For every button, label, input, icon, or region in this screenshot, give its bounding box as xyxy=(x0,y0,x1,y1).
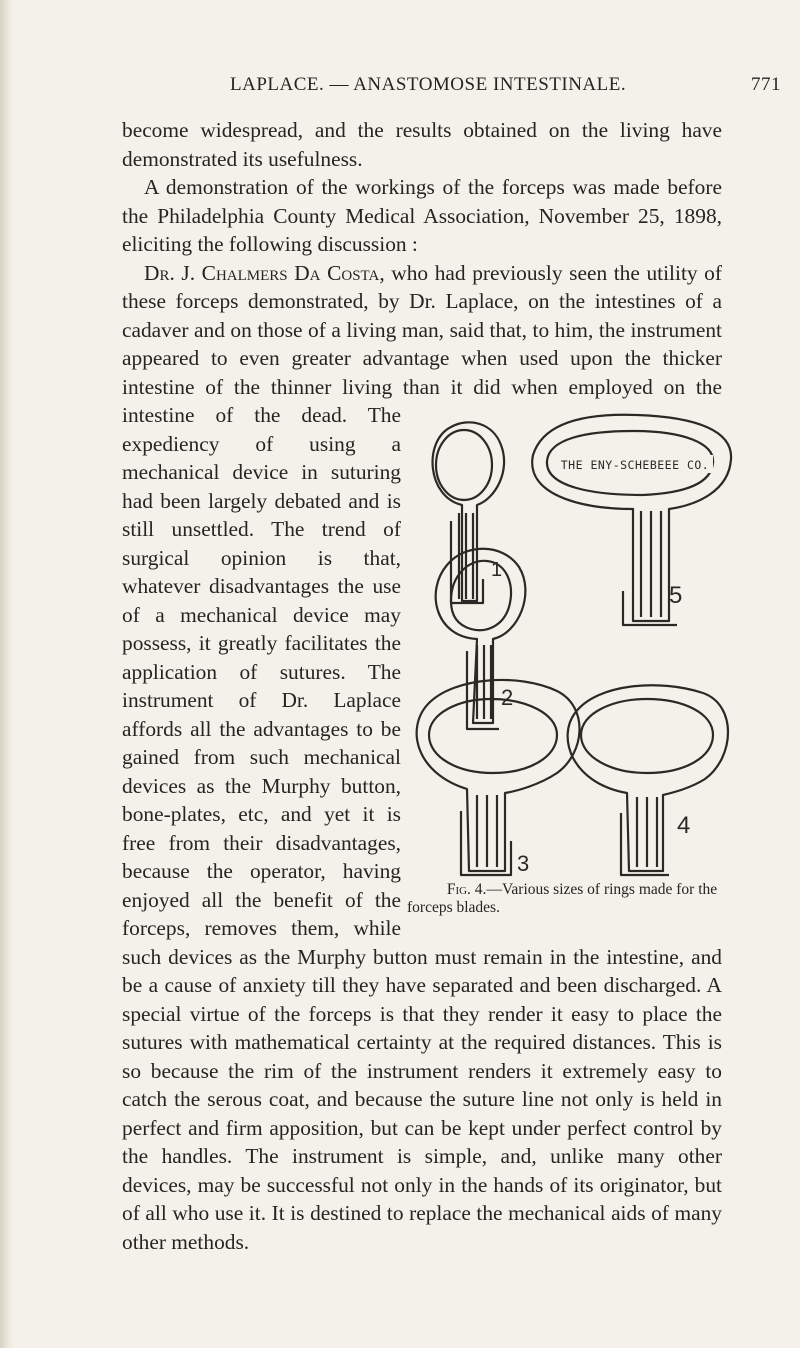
ring-label-2: 2 xyxy=(501,685,514,710)
figure-4 xyxy=(407,401,735,927)
ring-label-5: 5 xyxy=(669,582,683,609)
caption-label: Fig. 4. xyxy=(446,881,487,898)
running-head: LAPLACE. — ANASTOMOSE INTESTINALE. xyxy=(230,74,627,95)
caption-text: —Various sizes of rings made for the forceps blades. xyxy=(407,881,718,916)
ring-4 xyxy=(568,685,728,875)
page-header xyxy=(0,74,800,104)
ring-label-3: 3 xyxy=(517,851,530,876)
paragraph-1: become widespread, and the results obtained on the living have demonstrated its usefulness. xyxy=(122,118,722,171)
paragraph-3-text-rest: The expediency of using a mechanical device in suturing had been largely debated and is still unsettled. The trend of surgical opinion is that, whatever disadvantages the use of a mechanical device may possess, it greatly facilitates the application of sutures. The instrument of Dr. Laplace affords all the advantages to be gained from such mechanical devices as the Murphy button, bone-plates, etc, and yet it is free from their disadvantages, because the operator, having enjoyed all the benefit of the forceps, removes them, while such devices as the Murphy button must remain in the intestine, and be a cause of anxiety till they have separated and been discharged. A special virtue of the forceps is that they render it easy to place the sutures with mathematical certainty at the required distances. This is so because the rim of the instrument renders it extremely easy to catch the serous coat, and because the suture line not only is held in perfect and firm apposition, but can be kept under perfect control by the handles. The instrument is simple, and, unlike many other devices, may be successful not only in the hands of its originator, but of all who use it. It is destined to replace the mechanical aids of many other methods. xyxy=(122,403,722,1254)
maker-stamp: THE ENY-SCHEBEEE CO. xyxy=(560,458,710,472)
ring-label-4: 4 xyxy=(677,812,691,839)
speaker-name: Dr. J. Chalmers Da Costa xyxy=(144,260,380,285)
ring-5 xyxy=(532,415,731,625)
figure-caption xyxy=(407,881,735,917)
page-number: 771 xyxy=(751,74,781,95)
forceps-rings-illustration xyxy=(407,401,735,881)
ring-label-1: 1 xyxy=(491,559,503,581)
body-text xyxy=(122,116,722,1256)
paragraph-2: A demonstration of the workings of the forceps was made before the Philadelphia County Medical Association, November 25, 1898, eliciting the following discussion : xyxy=(122,175,722,256)
ring-3 xyxy=(417,680,580,875)
paragraph-3-text-lead: , who had previously seen the utility of these forceps demonstrated, by Dr. Laplace, on the intestines of a cadaver and on those of a living man, said that, to him, the instrument appeared to even greater advantage when used upon the thicker intestine of the thinner living than it did when employed on the intestine of the dead. xyxy=(122,260,722,427)
page-edge-shadow xyxy=(0,0,14,1348)
paragraph-3 xyxy=(122,259,722,1257)
